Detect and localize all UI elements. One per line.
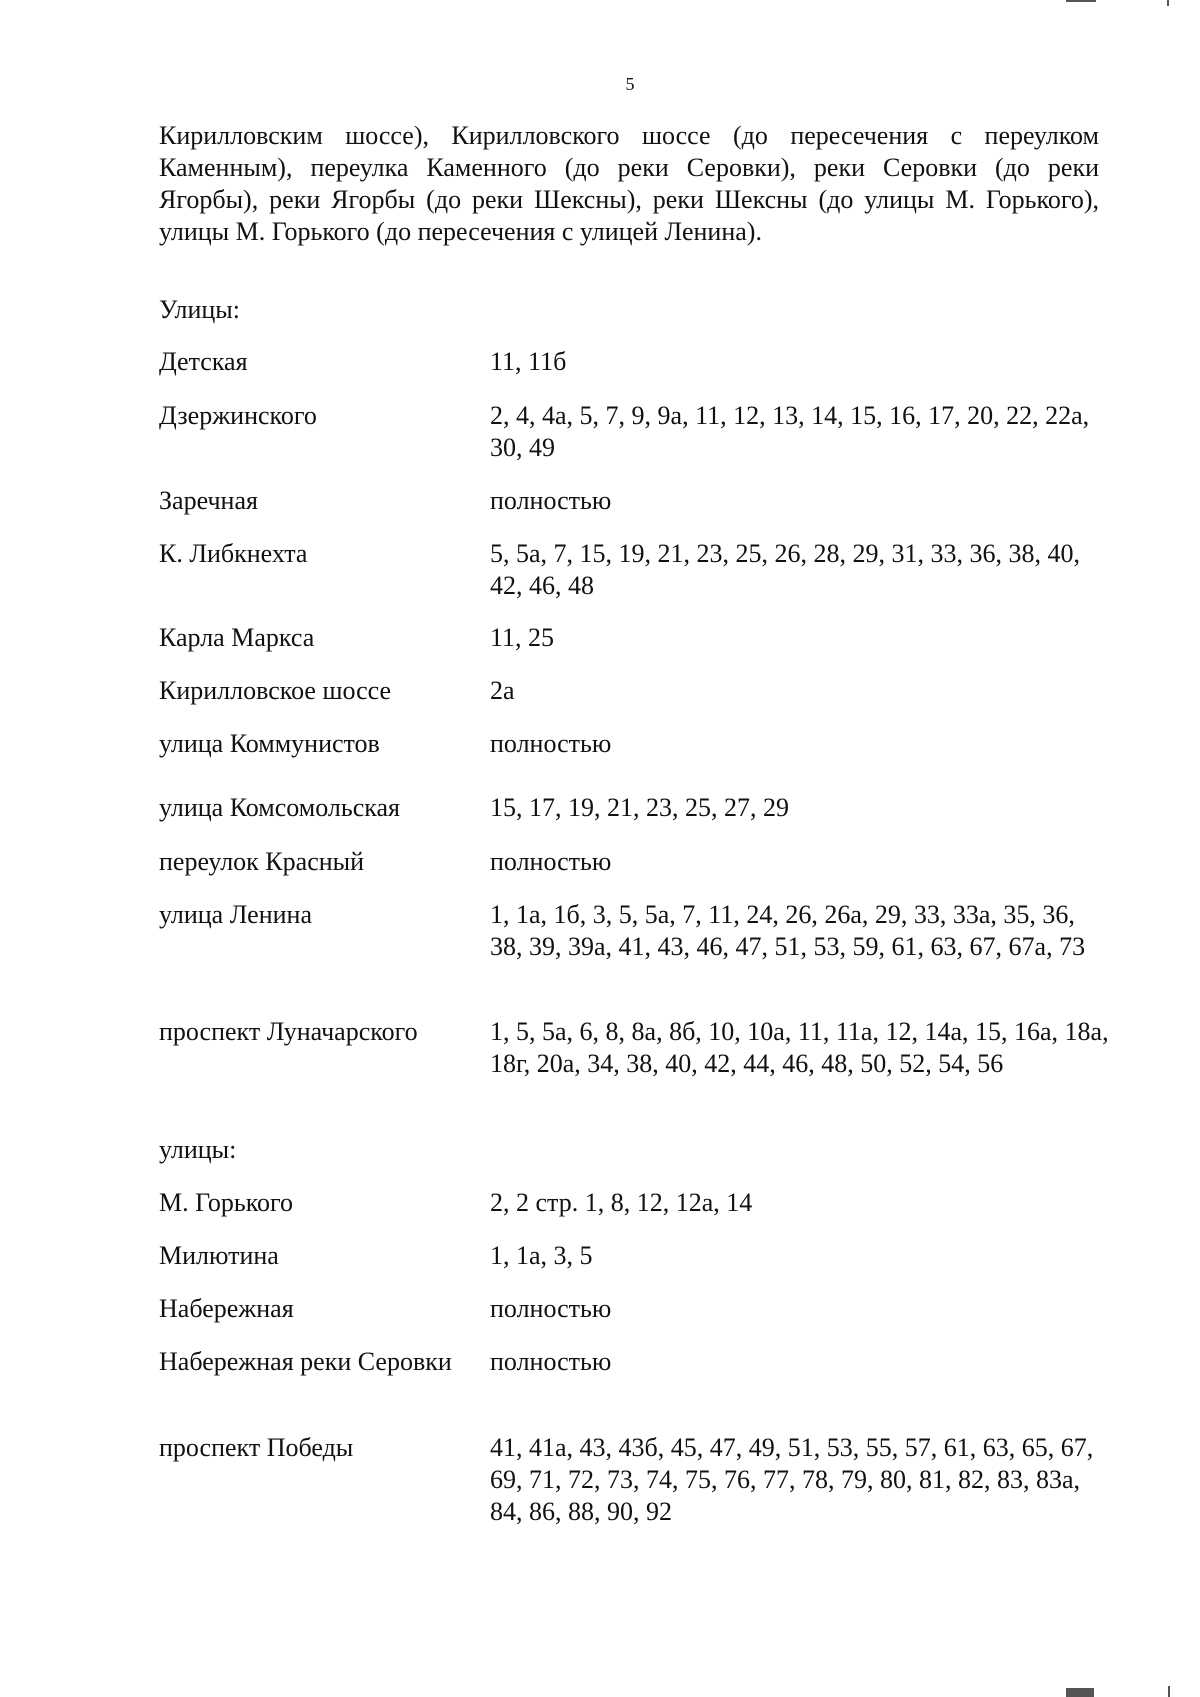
house-numbers: 1, 1а, 3, 5 [490, 1241, 593, 1270]
street-name: Милютина [159, 1241, 279, 1270]
house-numbers: 2а [490, 676, 515, 705]
street-name: М. Горького [159, 1188, 294, 1217]
section-heading-streets-continued: улицы: [159, 1135, 237, 1164]
street-name: Детская [159, 347, 248, 376]
street-name: проспект Луначарского [159, 1017, 418, 1046]
street-name: Карла Маркса [159, 623, 315, 652]
house-numbers: 11, 11б [490, 347, 567, 376]
house-numbers: 11, 25 [490, 623, 555, 652]
house-numbers: 41, 41а, 43, 43б, 45, 47, 49, 51, 53, 55, 57, 61, 63, 65, 67, 69, 71, 72, 73, 74, 75, 76, 77, 78, 79, 80, 81, 82, 83, 83а, 84, 86, 88, 90, 92 [490, 1433, 1094, 1526]
street-name: Набережная реки Серовки [159, 1347, 452, 1376]
page-number: 5 [625, 74, 635, 94]
section-heading-streets: Улицы: [159, 295, 240, 324]
house-numbers: полностью [490, 1294, 612, 1323]
house-numbers: 2, 2 стр. 1, 8, 12, 12а, 14 [490, 1188, 753, 1217]
house-numbers: 1, 5, 5а, 6, 8, 8а, 8б, 10, 10а, 11, 11а, 12, 14а, 15, 16а, 18а, 18г, 20а, 34, 38, 40, 42, 44, 46, 48, 50, 52, 54, 56 [490, 1017, 1109, 1078]
house-numbers: 5, 5а, 7, 15, 19, 21, 23, 25, 26, 28, 29, 31, 33, 36, 38, 40, 42, 46, 48 [490, 539, 1081, 600]
street-name: проспект Победы [159, 1433, 354, 1462]
house-numbers: полностью [490, 847, 612, 876]
street-name: Набережная [159, 1294, 294, 1323]
scan-artifact [1066, 0, 1096, 2]
street-name: улица Коммунистов [159, 729, 380, 758]
street-name: переулок Красный [159, 847, 365, 876]
scan-artifact [1066, 1688, 1094, 1697]
house-numbers: 1, 1а, 1б, 3, 5, 5а, 7, 11, 24, 26, 26а, 29, 33, 33а, 35, 36, 38, 39, 39а, 41, 43, 46, 47, 51, 53, 59, 61, 63, 67, 67а, 73 [490, 900, 1086, 961]
street-name: улица Комсомольская [159, 793, 400, 822]
street-name: К. Либкнехта [159, 539, 308, 568]
street-name: улица Ленина [159, 900, 312, 929]
house-numbers: полностью [490, 486, 612, 515]
scan-artifact [1168, 1686, 1170, 1697]
scan-artifact [1167, 0, 1169, 6]
house-numbers: 15, 17, 19, 21, 23, 25, 27, 29 [490, 793, 789, 822]
street-name: Дзержинского [159, 401, 317, 430]
street-name: Заречная [159, 486, 258, 515]
street-name: Кирилловское шоссе [159, 676, 392, 705]
intro-paragraph: Кирилловским шоссе), Кирилловского шоссе (до пересечения с переулком Каменным), переулка Каменного (до реки Серовки), реки Серовки (до реки Ягорбы), реки Ягорбы (до реки Шексны), реки Шексны (до улицы М. Горького), улицы М. Горького (до пересечения с улицей Ленина). [159, 121, 1099, 246]
house-numbers: 2, 4, 4а, 5, 7, 9, 9а, 11, 12, 13, 14, 15, 16, 17, 20, 22, 22а, 30, 49 [490, 401, 1090, 462]
house-numbers: полностью [490, 1347, 612, 1376]
house-numbers: полностью [490, 729, 612, 758]
